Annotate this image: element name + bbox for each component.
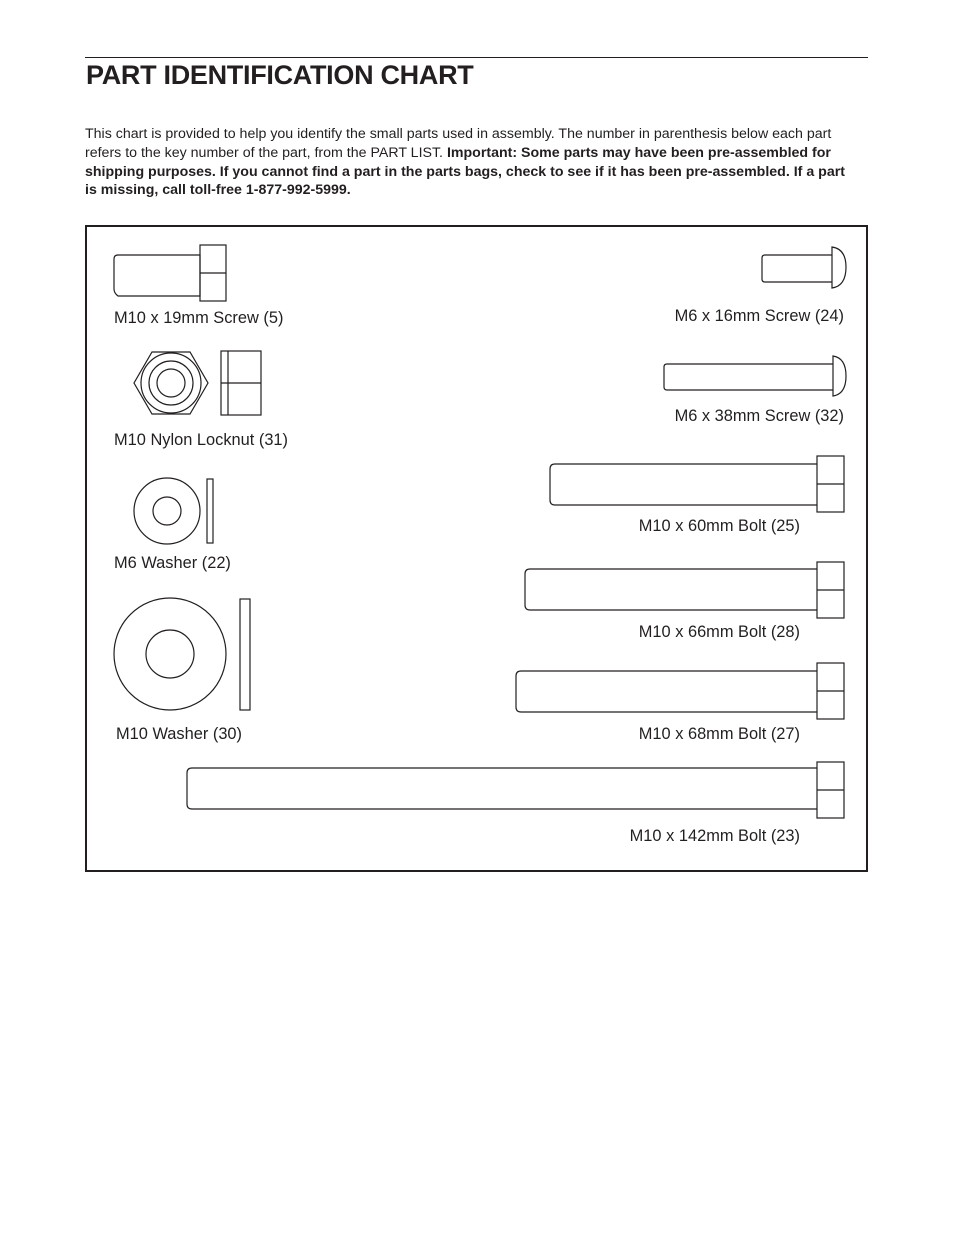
page-title: PART IDENTIFICATION CHART [86,60,474,90]
m10-68mm-bolt-icon [516,663,844,719]
m10-60mm-bolt-icon [550,456,844,512]
part-label-m10-nylon-locknut: M10 Nylon Locknut (31) [114,431,289,449]
m10-nylon-locknut-icon [134,351,261,415]
part-label-m6-16mm-screw: M6 x 16mm Screw (24) [674,307,844,325]
intro-important: Important: Some parts may have been pre-assembled for shipping purposes. If you cannot find a part in the parts bags, check to see if it has been pre-assembled. If a part is missing, call toll-free 1-877-992-5999. [85,144,845,199]
intro-text: This chart is provided to help you identify the small parts used in assembly. The number in parenthesis below each part refers to the key number of the part, from the PART LIST. [85,126,832,161]
part-label-m6-38mm-screw: M6 x 38mm Screw (32) [674,407,844,425]
m6-38mm-screw-icon [664,356,846,396]
part-label-m6-washer: M6 Washer (22) [114,554,231,572]
part-label-m10-washer: M10 Washer (30) [116,725,243,743]
m10-142mm-bolt-icon [187,762,844,818]
m10-19mm-screw-icon [114,245,226,301]
m10-66mm-bolt-icon [525,562,844,618]
m6-16mm-screw-icon [762,247,846,288]
m10-washer-icon [114,598,250,710]
part-label-m10-19mm-screw: M10 x 19mm Screw (5) [114,309,284,327]
part-label-m10-66mm-bolt: M10 x 66mm Bolt (28) [638,623,800,641]
m6-washer-icon [134,478,213,544]
part-label-m10-68mm-bolt: M10 x 68mm Bolt (27) [638,725,800,743]
part-label-m10-60mm-bolt: M10 x 60mm Bolt (25) [638,517,800,535]
part-label-m10-142mm-bolt: M10 x 142mm Bolt (23) [629,827,800,845]
